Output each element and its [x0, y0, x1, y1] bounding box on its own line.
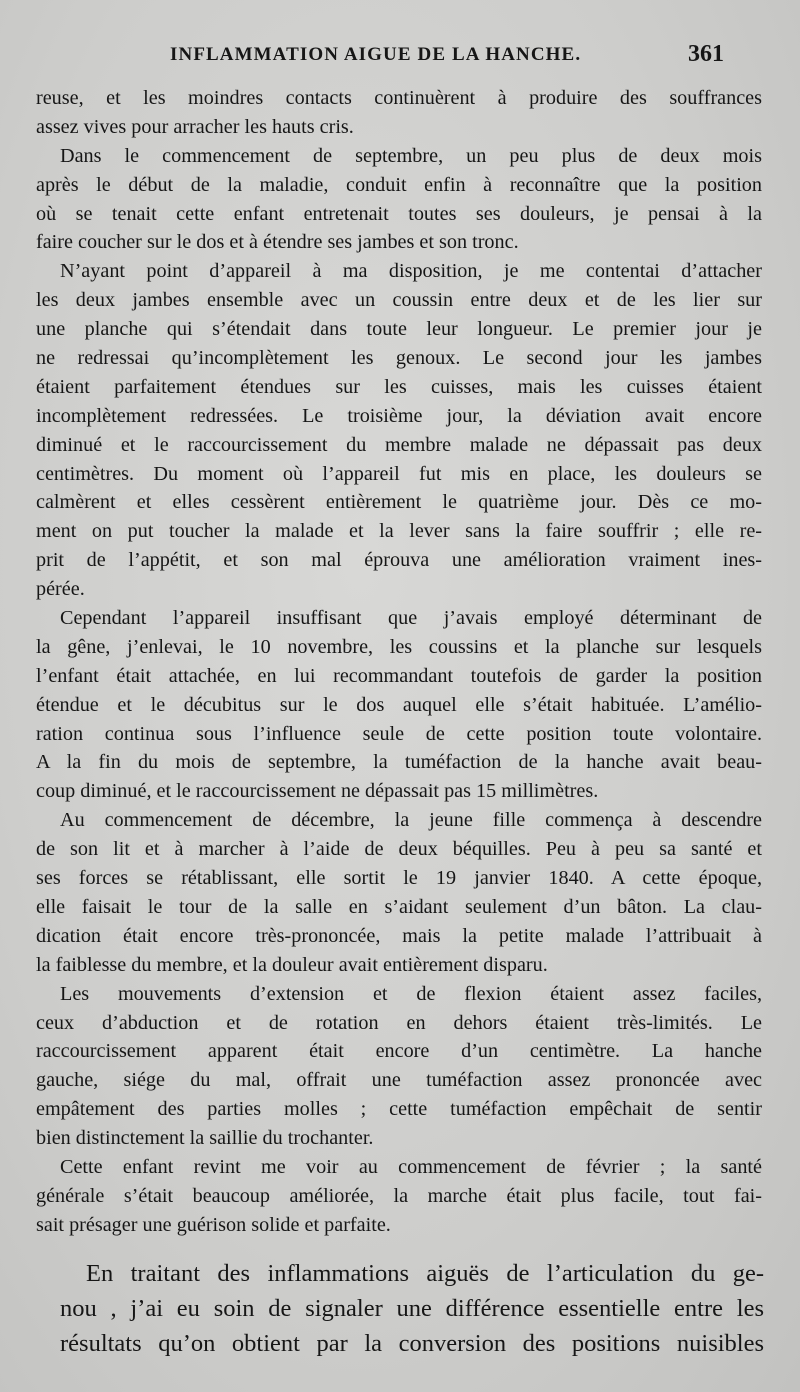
text-line: dication était encore très-prononcée, mais la petite malade l’attribuait à	[36, 924, 762, 947]
text-line: bien distinctement la saillie du trochanter.	[36, 1127, 374, 1150]
text-line: ne redressai qu’incomplètement les genoux. Le second jour les jambes	[36, 347, 762, 370]
text-line: la gêne, j’enlevai, le 10 novembre, les coussins et la planche sur lesquels	[36, 635, 762, 658]
text-line: prit de l’appétit, et son mal éprouva une amélioration vraiment ines-	[36, 549, 762, 572]
text-line: ses forces se rétablissant, elle sortit le 19 janvier 1840. A cette époque,	[36, 867, 762, 890]
text-line: ceux d’abduction et de rotation en dehors étaient très-limités. Le	[36, 1011, 762, 1034]
text-line: diminué et le raccourcissement du membre malade ne dépassait pas deux	[36, 433, 762, 456]
text-line: étendue et le décubitus sur le dos auquel elle s’était habituée. L’amélio-	[36, 693, 762, 716]
text-line: résultats qu’on obtient par la conversion des positions nuisibles	[60, 1330, 764, 1357]
text-line: de son lit et à marcher à l’aide de deux béquilles. Peu à peu sa santé et	[36, 838, 762, 861]
text-line: incomplètement redressées. Le troisième jour, la déviation avait encore	[36, 404, 762, 427]
text-line: A la fin du mois de septembre, la tuméfaction de la hanche avait beau-	[36, 751, 762, 774]
text-line: centimètres. Du moment où l’appareil fut mis en place, les douleurs se	[36, 462, 762, 485]
text-line: Cependant l’appareil insuffisant que j’avais employé déterminant de	[60, 607, 762, 630]
text-line: une planche qui s’étendait dans toute leur longueur. Le premier jour je	[36, 318, 762, 341]
text-line: Les mouvements d’extension et de flexion étaient assez faciles,	[60, 982, 762, 1005]
body-text	[36, 84, 762, 1240]
text-line: Cette enfant revint me voir au commencement de février ; la santé	[60, 1155, 762, 1178]
text-line: calmèrent et elles cessèrent entièrement le quatrième jour. Dès ce mo-	[36, 491, 762, 514]
text-line: nou , j’ai eu soin de signaler une différence essentielle entre les	[60, 1295, 764, 1322]
text-line: après le début de la maladie, conduit enfin à reconnaître que la position	[36, 173, 762, 196]
text-line: En traitant des inflammations aiguës de l’articulation du ge-	[86, 1260, 764, 1287]
large-type-paragraph	[60, 1256, 764, 1361]
text-line: étaient parfaitement étendues sur les cuisses, mais les cuisses étaient	[36, 375, 762, 398]
text-line: reuse, et les moindres contacts continuèrent à produire des souffrances	[36, 87, 762, 109]
text-line: elle faisait le tour de la salle en s’aidant seulement d’un bâton. La clau-	[36, 895, 762, 918]
text-line: N’ayant point d’appareil à ma disposition, je me contentai d’attacher	[60, 260, 762, 283]
text-line: coup diminué, et le raccourcissement ne dépassait pas 15 millimètres.	[36, 780, 599, 803]
text-line: raccourcissement apparent était encore d’un centimètre. La hanche	[36, 1040, 762, 1063]
text-line: gauche, siége du mal, offrait une tuméfaction assez prononcée avec	[36, 1069, 762, 1092]
text-line: faire coucher sur le dos et à étendre ses jambes et son tronc.	[36, 231, 519, 254]
running-title: INFLAMMATION AIGUE DE LA HANCHE.	[170, 44, 582, 65]
text-line: ment on put toucher la malade et la lever sans la faire souffrir ; elle re-	[36, 520, 762, 543]
text-line: pérée.	[36, 578, 85, 601]
text-line: empâtement des parties molles ; cette tuméfaction empêchait de sentir	[36, 1098, 762, 1121]
page-number: 361	[688, 41, 724, 67]
text-line: Au commencement de décembre, la jeune fille commença à descendre	[60, 809, 762, 832]
text-line: ration continua sous l’influence seule de cette position toute volontaire.	[36, 722, 762, 745]
text-line: les deux jambes ensemble avec un coussin entre deux et de les lier sur	[36, 289, 762, 312]
text-line: l’enfant était attachée, en lui recommandant toutefois de garder la position	[36, 664, 762, 687]
text-line: sait présager une guérison solide et parfaite.	[36, 1213, 391, 1236]
text-line: assez vives pour arracher les hauts cris.	[36, 115, 354, 138]
text-line: la faiblesse du membre, et la douleur avait entièrement disparu.	[36, 953, 548, 976]
text-line: où se tenait cette enfant entretenait toutes ses douleurs, je pensai à la	[36, 202, 762, 225]
page-header	[0, 41, 800, 74]
text-line: Dans le commencement de septembre, un peu plus de deux mois	[60, 144, 762, 167]
text-line: générale s’était beaucoup améliorée, la marche était plus facile, tout fai-	[36, 1184, 762, 1207]
